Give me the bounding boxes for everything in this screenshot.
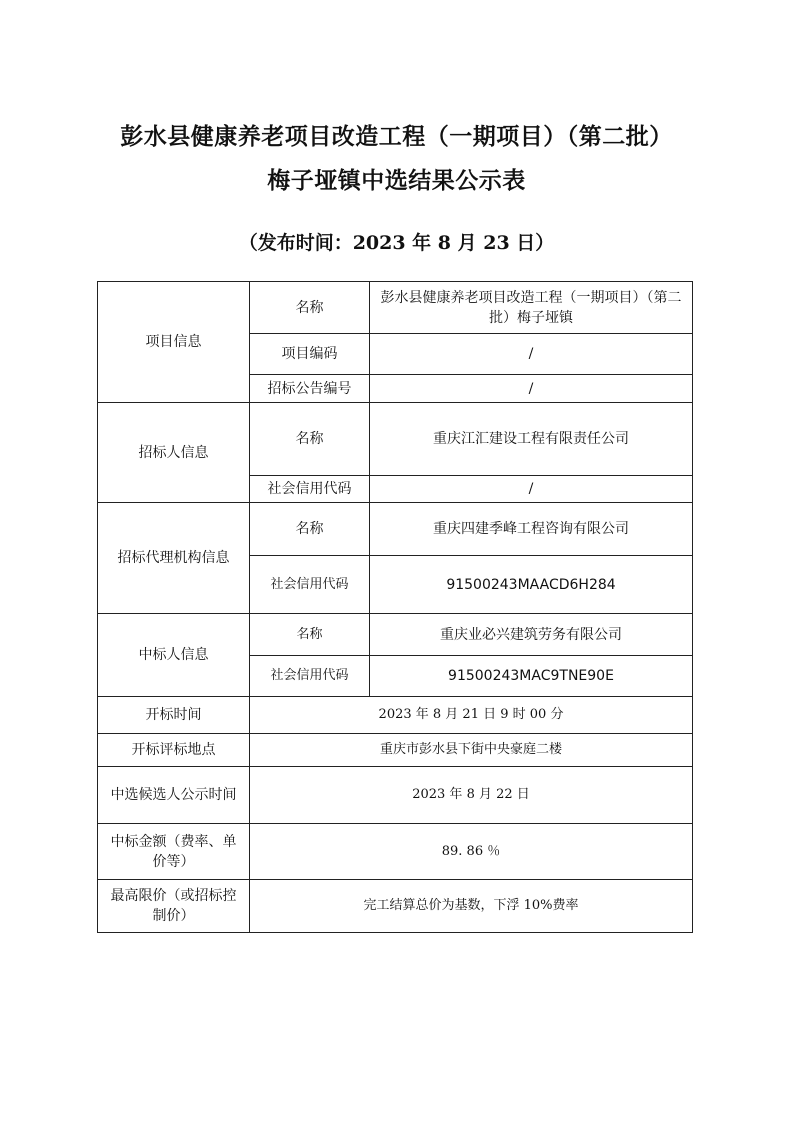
winner-name-label: 名称 xyxy=(250,614,370,656)
result-table xyxy=(97,281,693,933)
table-row xyxy=(98,503,693,556)
tenderer-credit-label: 社会信用代码 xyxy=(250,476,370,503)
document-title-line1: 彭水县健康养老项目改造工程（一期项目）（第二批） xyxy=(120,123,673,150)
publish-date: （发布时间：2023 年 8 月 23 日） xyxy=(238,232,555,254)
price-limit-label: 最高限价（或招标控制价） xyxy=(98,880,250,933)
winner-credit-value: 91500243MAC9TNE90E xyxy=(370,656,693,697)
price-limit-value: 完工结算总价为基数，下浮 10%费率 xyxy=(250,880,693,933)
project-code-label: 项目编码 xyxy=(250,334,370,375)
location-value: 重庆市彭水县下街中央豪庭二楼 xyxy=(250,734,693,767)
tenderer-name-value: 重庆江汇建设工程有限责任公司 xyxy=(370,403,693,476)
table-row xyxy=(98,282,693,334)
table-row xyxy=(98,734,693,767)
open-time-value: 2023 年 8 月 21 日 9 时 00 分 xyxy=(250,697,693,734)
tenderer-name-label: 名称 xyxy=(250,403,370,476)
tenderer-credit-value: / xyxy=(370,476,693,503)
agency-name-label: 名称 xyxy=(250,503,370,556)
document-title-line2: 梅子垭镇中选结果公示表 xyxy=(267,167,526,194)
publicity-time-value: 2023 年 8 月 22 日 xyxy=(250,767,693,824)
table-row xyxy=(98,880,693,933)
table-row xyxy=(98,403,693,476)
agency-name-value: 重庆四建季峰工程咨询有限公司 xyxy=(370,503,693,556)
open-time-label: 开标时间 xyxy=(98,697,250,734)
project-code-value: / xyxy=(370,334,693,375)
agency-credit-value: 91500243MAACD6H284 xyxy=(370,556,693,614)
table-row xyxy=(98,767,693,824)
publicity-time-label: 中选候选人公示时间 xyxy=(98,767,250,824)
winner-name-value: 重庆业必兴建筑劳务有限公司 xyxy=(370,614,693,656)
section-tenderer-info: 招标人信息 xyxy=(98,403,250,503)
table-row xyxy=(98,614,693,656)
table-row xyxy=(98,824,693,880)
project-name-label: 名称 xyxy=(250,282,370,334)
bid-amount-label: 中标金额（费率、单价等） xyxy=(98,824,250,880)
section-project-info: 项目信息 xyxy=(98,282,250,403)
project-name-value: 彭水县健康养老项目改造工程（一期项目）（第二批）梅子垭镇 xyxy=(370,282,693,334)
table-row xyxy=(98,697,693,734)
notice-number-value: / xyxy=(370,375,693,403)
agency-credit-label: 社会信用代码 xyxy=(250,556,370,614)
section-agency-info: 招标代理机构信息 xyxy=(98,503,250,614)
winner-credit-label: 社会信用代码 xyxy=(250,656,370,697)
bid-amount-value: 89. 86 ％ xyxy=(250,824,693,880)
location-label: 开标评标地点 xyxy=(98,734,250,767)
notice-number-label: 招标公告编号 xyxy=(250,375,370,403)
section-winner-info: 中标人信息 xyxy=(98,614,250,697)
